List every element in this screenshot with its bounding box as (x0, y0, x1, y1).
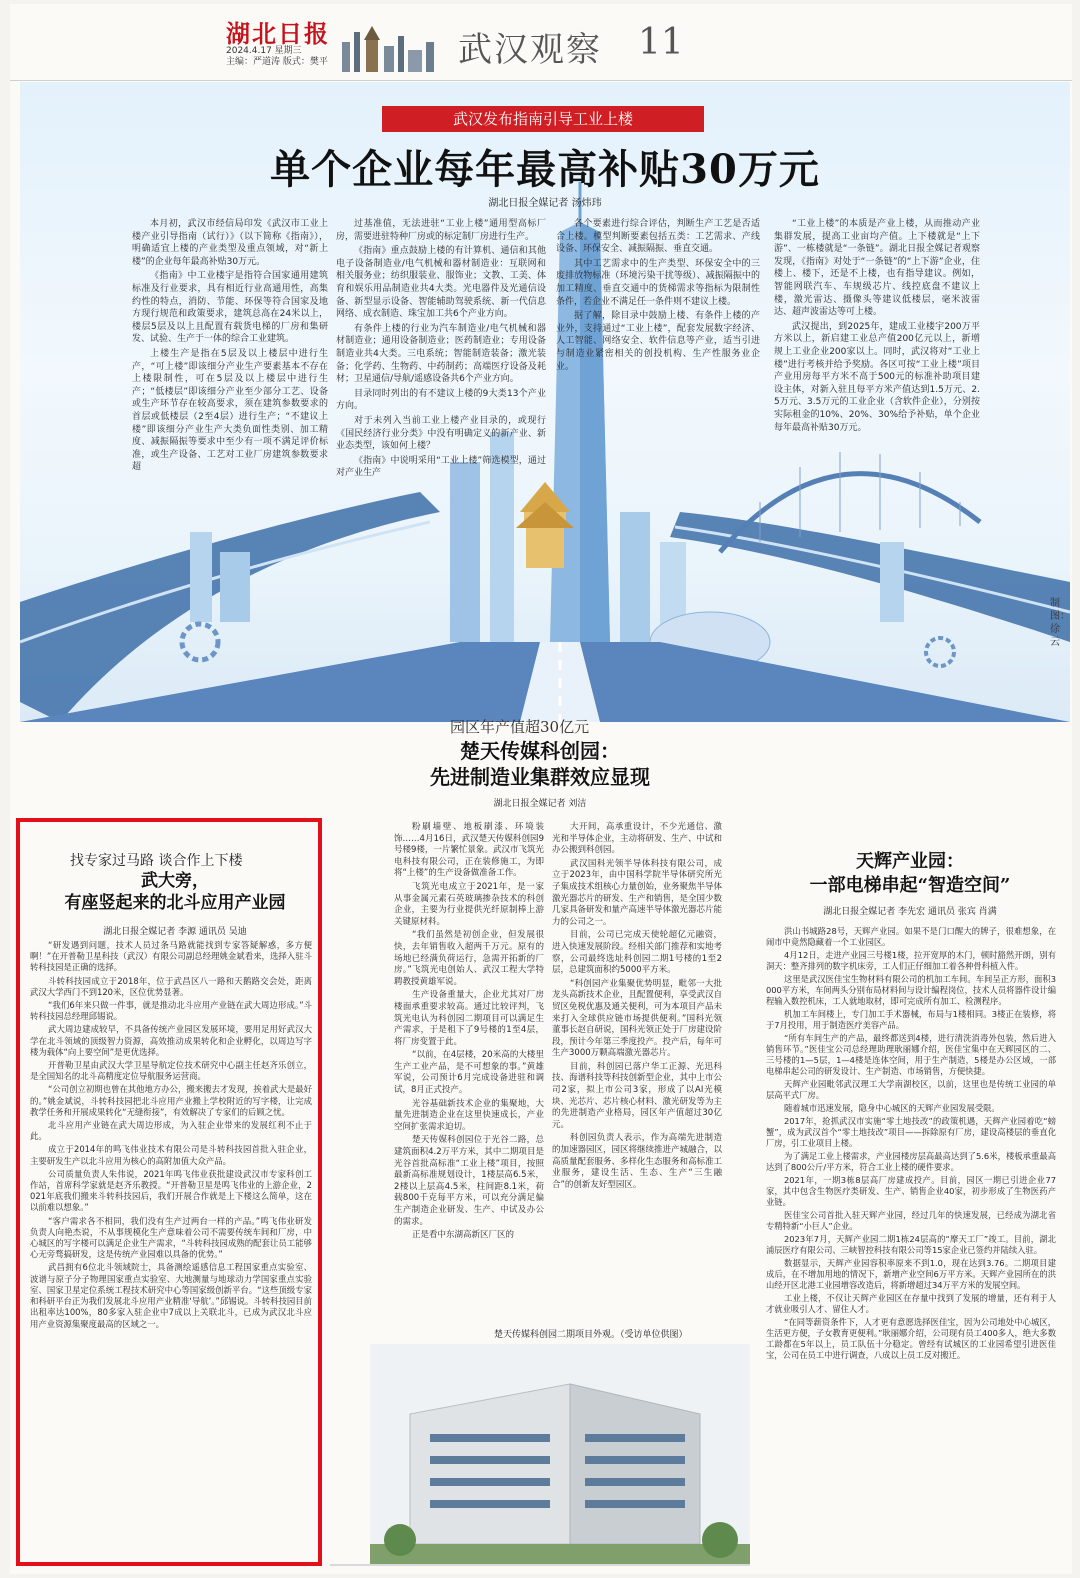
paper-logo: 湖北日报 (226, 19, 330, 48)
right-paragraph: 医佳宝公司首批入驻天辉产业园，经过几年的快速发展，已经成为湖北省专精特新“小巨人”企业。 (766, 1210, 1056, 1231)
lead-column-1 (132, 218, 328, 476)
lead-paragraph: 《指南》中工业楼宇是指符合国家通用建筑标准及行业要求，具有相近行业高通用性，高集约性的特点，消防、节能、环保等符合国家及地方现行规范和政策要求，建筑总高在24米以上，楼层5层及以上且配置有载货电梯的厂房和集研发、试验、生产于一体的综合工业建筑。 (132, 271, 328, 345)
lead-column-4 (774, 218, 980, 436)
middle-headline-line1: 楚天传媒科创园： (460, 739, 620, 763)
middle-headline-line2: 先进制造业集群效应显现 (430, 765, 650, 789)
right-paragraph: 2021年，一期3栋8层高厂房建成投产。目前，园区一期已引进企业77家，其中包含生物医疗类研发、生产、销售企业40家，初步形成了生物医药产业链。 (766, 1175, 1056, 1207)
right-paragraph: 机加工车间楼上，专门加工手术器械，布局与1楼相同。3楼正在装修，将于7月投用，用于制造医疗美容产品。 (766, 1009, 1056, 1030)
left-paragraph: 武昌拥有6位北斗领域院士，具备测绘遥感信息工程国家重点实验室、波谱与原子分子物理国家重点实验室、大地测量与地球动力学国家重点实验室、国家卫星定位系统工程技术研究中心等国家级创新平台。“这些顶级专家和科研平台正为我们发展北斗应用产业精准‘导航’。”邱锡说。斗转科技园目前出租率达100%，80多家入驻企业中7成以上关联北斗，已成为武汉北斗应用产业资源集聚度最高的区域之一。 (30, 1262, 312, 1329)
middle-paragraph: 楚天传媒科创园位于光谷二路，总建筑面积4.2万平方米，其中二期项目是光谷首批高标准“工业上楼”项目，按照最新高标准规划设计，1楼层高6.5米，2楼以上层高4.5米，柱间距8.1米，荷载800千克每平方米，可以充分满足偏生产制造企业研发、生产、中试及办公的需求。 (394, 1135, 544, 1227)
right-paragraph: 4月12日，走进产业园三号楼1楼，拉开宽厚的木门，顿时豁然开朗，别有洞天：整齐排列的数字机床旁，工人们正仔细加工着各种骨科植入件。 (766, 950, 1056, 971)
middle-paragraph: 目前，科创园已落户华工正源、光迅科技、海谱科技等科技创新型企业，其中上市公司2家，拟上市公司3家，形成了以AI光模块、光芯片、芯片核心材料、激光研发等为主的先进制造产业格局，园区年产值超过30亿元。 (552, 1061, 723, 1130)
left-paragraph: “我们6年来只做一件事，就是推动北斗应用产业链在武大周边形成。”斗转科技园总经理邱锡说。 (30, 1000, 312, 1022)
left-byline: 湖北日报全媒记者 李源 通讯员 吴迪 (103, 927, 247, 937)
right-body (766, 926, 1056, 1363)
skyline-icon (332, 22, 452, 72)
editor-credits: 主编：严道涛 版式：樊平 (226, 57, 328, 67)
lead-kicker: 武汉发布指南引导工业上楼 (382, 106, 704, 132)
issue-date: 2024.4.17 星期三 (226, 46, 302, 56)
left-paragraph: “研发遇到问题，技术人员过条马路就能找到专家答疑解惑，多方便啊！”在开普勒卫星科技（武汉）有限公司副总经理姚金斌看来，选择入驻斗转科技园是正确的选择。 (30, 940, 312, 973)
right-paragraph: 这里是武汉医佳宝生物材料有限公司的机加工车间。车间呈正方形，面积3000平方米，车间两头分别布局材料间与设计编程岗位，技术人员将器件设计编程输入数控机床，工人就地取材，即可完成所有加工、检测程序。 (766, 974, 1056, 1006)
left-paragraph: 武大周边建成较早，不具备传统产业园区发展环境，要用足用好武汉大学在北斗领域的顶级智力资源，高效推动成果转化和企业孵化，以周边写字楼为载体“向上要空间”是更优选择。 (30, 1024, 312, 1057)
left-paragraph: “公司创立初期也曾在其他地方办公，搬来搬去才发现，挨着武大是最好的。”姚金斌说，斗转科技园把北斗应用产业搬上学校附近的写字楼，让完成教学任务和开展成果转化“无缝衔接”，有效解决了专家们的后顾之忧。 (30, 1084, 312, 1117)
right-headline-line1: 天辉产业园： (856, 851, 964, 872)
middle-paragraph: 科创园负责人表示，作为高端先进制造的加速器园区，园区将继续推进产城融合，以高质量配套服务、多样化生态服务和高标准工业服务，建设生活、生态、生产“三生融合”的创新友好型园区。 (552, 1133, 723, 1190)
middle-paragraph: 目前，公司已完成天使轮超亿元融资，进入快速发展阶段。经相关部门推荐和实地考察，公司最终选址科创园二期1号楼的1至2层，总建筑面积约5000平方米。 (552, 930, 723, 976)
lead-headline: 单个企业每年最高补贴30万元 (270, 146, 820, 193)
lead-paragraph: 对于未列入当前工业上楼产业目录的，或现行《国民经济行业分类》中没有明确定义的新产业、新业态类型，该如何上楼？ (336, 415, 546, 452)
building-photo (370, 1344, 750, 1564)
left-paragraph: 成立于2014年的鸣飞伟业技术有限公司是斗转科技园首批入驻企业，主要研发生产以北斗应用为核心的高附加值大众产品。 (30, 1144, 312, 1166)
lead-byline: 湖北日报全媒记者 汤炜玮 (488, 198, 602, 209)
lead-paragraph: 据了解，除目录中鼓励上楼、有条件上楼的产业外，支持通过“工业上楼”，配套发展数字经济、人工智能、网络安全、软件信息等产业，适当引进与制造业紧密相关的创投机构、生产性服务业企业。 (556, 311, 760, 372)
right-paragraph: 天辉产业园毗邻武汉理工大学南湖校区，以前，这里也是传统工业园的单层高平式厂房。 (766, 1079, 1056, 1100)
right-headline-line2: 一部电梯串起“智造空间” (809, 875, 1011, 896)
left-paragraph: 开普勒卫星由武汉大学卫星导航定位技术研究中心副主任赵齐乐创立，是全国知名的北斗高精度定位导航服务运营商。 (30, 1060, 312, 1082)
middle-paragraph: “我们虽然是初创企业，但发展很快，去年销售收入超两千万元。原有的场地已经满负荷运行，急需开拓新的厂房。”飞筑光电创始人、武汉工程大学特聘教授黄雄军说。 (394, 930, 544, 987)
lead-paragraph: 有条件上楼的行业为汽车制造业/电气机械和器材制造业；通用设备制造业；医药制造业；专用设备制造业共4大类。三电系统；智能制造装备；激光装备；化学药、生物药、中药制药；高端医疗设备及耗材；卫星通信/导航/遥感设备共6个产业方向。 (336, 323, 546, 385)
lead-story (20, 82, 1070, 722)
middle-paragraph: “以前，在4层楼，20米高的大楼里生产工业产品，是不可想象的事。”黄雄军说，公司预计6月完成设备进驻和调试，8月正式投产。 (394, 1050, 544, 1096)
left-paragraph: 公司质量负责人朱伟说，2021年鸣飞伟业获批建设武汉市专家科创工作站，首席科学家就是赵齐乐教授。“开普勒卫星是鸣飞伟业的上游企业，2021年底我们搬来斗转科技园后，我们开展合作就是上下楼这么简单，这在以前难以想象。” (30, 1168, 312, 1213)
right-paragraph: “所有车间生产的产品，最终都送到4楼，进行清洗消毒外包装，然后进入销售环节。”医佳宝公司总经理助理耿丽娜介绍，医佳宝集中在天辉园区的二、三号楼的1—5层，1—4楼是连体空间，用于生产制造，5楼是办公区域，一部电梯串起公司的研发设计、生产制造、市场销售，方便快捷。 (766, 1033, 1056, 1076)
middle-paragraph: 光谷基础新技术企业的集聚地，大量先进制造企业在这里快速成长，产业空间扩张需求迫切。 (394, 1098, 544, 1132)
middle-paragraph: 粉刷墙壁、地板刷漆、环境装饰……4月16日，武汉楚天传媒科创园9号楼9楼，一片繁忙景象。武汉市飞筑光电科技有限公司，正在装修施工，为即将“上楼”的生产设备做准备工作。 (394, 822, 544, 879)
lead-paragraph: 上楼生产是指在5层及以上楼层中进行生产，“可上楼”即该细分产业生产要素基本不存在上楼限制性，可在5层及以上楼层中进行生产；“低楼层”即该细分产业至少部分工艺、设备或生产环节存在较高要求，须在建筑参数要求的首层或低楼层（2至4层）进行生产；“不建议上楼”即该细分产业生产大类负面性类别、加工精度、减振隔振等要求中至少有一项不满足评价标准，或生产设备、工艺对工业厂房建筑参数要求超 (132, 348, 328, 473)
left-paragraph: 斗转科技园成立于2018年，位于武昌区八一路和天鹅路交会处，距离武汉大学西门不到120米，区位优势显著。 (30, 975, 312, 997)
right-paragraph: 2023年7月，天辉产业园二期1栋24层高的“摩天工厂”竣工。目前，湖北浦辰医疗有限公司、三峡智控科技有限公司等15家企业已签约并陆续入驻。 (766, 1234, 1056, 1255)
lead-paragraph: 本月初，武汉市经信局印发《武汉市工业上楼产业引导指南（试行）》（以下简称《指南》），明确适宜上楼的产业类型及重点领域，对“新上楼”的企业每年最高补贴30万元。 (132, 219, 328, 267)
middle-subhead: 园区年产值超30亿元 (450, 718, 590, 736)
graphic-credit: 制图：徐云 (1050, 598, 1070, 648)
right-paragraph: 随着城市迅速发展，隐身中心城区的天辉产业园发展受限。 (784, 1103, 1000, 1113)
right-paragraph: 为了满足工业上楼需求，产业园楼房层高最高达到了5.6米，楼板承重最高达到了800公斤/平方米，符合工业上楼的硬件要求。 (766, 1151, 1056, 1172)
middle-paragraph: 大开间，高承重设计，不少光通信、激光和半导体企业，主动将研发、生产、中试和办公搬到科创园。 (552, 822, 723, 856)
lead-paragraph: 各个要素进行综合评估，判断生产工艺是否适合上楼。模型判断要素包括五类：工艺需求、产线设备、环保安全、减振隔振、垂直交通。 (556, 219, 760, 255)
lead-column-2 (336, 218, 546, 482)
middle-column-1 (394, 822, 544, 1244)
bottom-rule (330, 1564, 750, 1566)
middle-paragraph: 飞筑光电成立于2021年，是一家从事金属元素石英玻璃掺杂技术的科创企业，主要为行业提供光纤原制棒上游关键原材料。 (394, 881, 544, 927)
issue-meta (226, 46, 346, 68)
middle-paragraph: 生产设备重量大，企业尤其对厂房楼面承重要求较高。通过比较评判，飞筑光电认为科创园二期项目可以满足生产需求，于是租下了9号楼的1至4层，将厂房变置于此。 (394, 990, 544, 1047)
page-number: 11 (638, 22, 684, 63)
right-byline: 湖北日报全媒记者 李先宏 通讯员 张宾 肖满 (823, 907, 997, 917)
lead-paragraph: 过基准值，无法进驻“工业上楼”通用型高标厂房，需要进驻特种厂房或的标定制厂房进行生产。 (336, 219, 546, 242)
left-headline-line2: 有座竖起来的北斗应用产业园 (64, 893, 286, 913)
lead-paragraph: 《指南》中说明采用“工业上楼”筛选模型，通过对产业生产 (336, 455, 546, 479)
lead-column-3 (556, 218, 760, 375)
middle-byline: 湖北日报全媒记者 刘洁 (493, 799, 587, 809)
lead-paragraph: “工业上楼”的本质是产业上楼，从而推动产业集群发展，提高工业亩均产值。上下楼就是“上下游”、一栋楼就是“一条链”。湖北日报全媒记者观察发现，《指南》对处于“一条链”的“上下游”企业，住楼上、楼下，还是不上楼，也有指导建议。例如，智能网联汽车、车规级芯片、线控底盘不建议上楼，激光雷达、摄像头等建议低楼层，毫米波雷达、超声波雷达等可上楼。 (774, 219, 980, 318)
middle-paragraph: 正是看中东湖高新区厂区的 (412, 1230, 515, 1241)
photo-caption: 楚天传媒科创园二期项目外观。（受访单位供图） (494, 1330, 688, 1340)
right-headline (760, 850, 1060, 898)
right-paragraph: 工业上楼，不仅让天辉产业园区在存量中找到了发展的增量，还有利于人才就业吸引人才、留住人才。 (766, 1293, 1056, 1314)
lead-paragraph: 目录同时列出的有不建议上楼的9大类13个产业方向。 (336, 388, 546, 412)
left-headline (30, 870, 320, 914)
left-paragraph: 北斗应用产业链在武大周边形成，为入驻企业带来的发展红利不止于此。 (30, 1120, 312, 1142)
middle-paragraph: 武汉国科光领半导体科技有限公司，成立于2023年，由中国科学院半导体研究所光子集成技术组核心力量创始，业务聚焦半导体激光器芯片的研发、生产和销售，是全国少数几家具备研发和量产高速半导体激光器芯片能力的公司之一。 (552, 858, 723, 927)
middle-paragraph: “科创园产业集聚优势明显，毗邻一大批龙头高新技术企业，且配置便利，享受武汉自贸区免税优惠及通关便利，可为本项目产品未来打入全球供应链市场提供便利。”国科光领董事长赵自研说，国科光领正处于厂房建设阶段，预计今年第三季度投产。投产后，每年可生产3000万颗高端激光器芯片。 (552, 978, 723, 1059)
lead-paragraph: 《指南》重点鼓励上楼的有计算机、通信和其他电子设备制造业/电气机械和器材制造业：互联网和相关服务业；纺织服装业、服饰业；文教、工美、体育和娱乐用品制造业共4大类。光电器件及光通信设备、新型显示设备、智能辅助驾驶系统、新一代信息网络、成衣制造、珠宝加工共6个产业方向。 (336, 246, 546, 320)
lead-paragraph: 武汉提出，到2025年，建成工业楼宇200万平方米以上，新启建工业总产值200亿元以上，新增规上工业企业200家以上。同时，武汉将对“工业上楼”进行考核并给予奖励。各区可按“工业上楼”项目产业用房每平方米不高于500元的标准补助项目建设主体，对新入驻且每平方米产值达到1.5万元、2.5万元、3.5万元的工业企业（含软件企业），分别按实际租金的10%、20%、30%给予补贴，单个企业每年最高补贴30万元。 (774, 321, 980, 433)
middle-headline (340, 738, 740, 790)
masthead (10, 4, 1072, 81)
newspaper-page (10, 4, 1072, 1574)
middle-column-2 (552, 822, 722, 1193)
right-paragraph: 洪山书城路28号，天辉产业园。如果不是门口醒大的牌子，很难想象，在闹市中竟然隐藏着一个工业园区。 (766, 926, 1056, 947)
right-paragraph: 2017年，抢抓武汉市实施“零土地技改”的政策机遇，天辉产业园着吃“螃蟹”，成为武汉首个“零土地技改”项目——拆除原有厂房，建设高楼层的垂直化厂房，引工业项目上楼。 (766, 1116, 1056, 1148)
lead-paragraph: 其中工艺需求中的生产类型、环保安全中的三废排放物标准（环境污染干扰等级）、减振隔振中的加工精度、垂直交通中的货梯需求等指标为限制性条件，若企业不满足任一条件则不建议上楼。 (556, 258, 760, 307)
left-paragraph: “客户需求各不相同，我们没有生产过两台一样的产品。”鸣飞伟业研发负责人向艳杰说，不从事规模化生产意味着公司不需要传统车间和厂房，中心城区的写字楼可以满足企业生产需求，“斗转科技园成熟的配套让员工能够心无旁骛搞研发，这是传统产业园难以具备的优势。” (30, 1215, 312, 1260)
right-paragraph: “在同等薪资条件下，人才更有意愿选择医佳宝，因为公司地处中心城区，生活更方便，子女教育更便利。”耿丽娜介绍，公司现有员工400多人，绝大多数工龄都在5年以上，员工队伍十分稳定。曾经有试城区的工业园希望引进医佳宝，公司在员工中进行调查，八成以上员工反对搬迁。 (766, 1317, 1056, 1360)
right-paragraph: 数据显示，天辉产业园容积率原来不到1.0，现在达到3.76。二期项目建成后，在不增加用地的情况下，新增产业空间6万平方米。天辉产业园所在的洪山经开区北港工业园增容改造后，将新增超过34万平方米的发展空间。 (766, 1258, 1056, 1290)
section-title: 武汉观察 (458, 30, 602, 70)
left-headline-line1: 武大旁， (141, 871, 209, 891)
left-body (30, 940, 312, 1332)
left-subhead: 找专家过马路 谈合作上下楼 (70, 853, 243, 869)
